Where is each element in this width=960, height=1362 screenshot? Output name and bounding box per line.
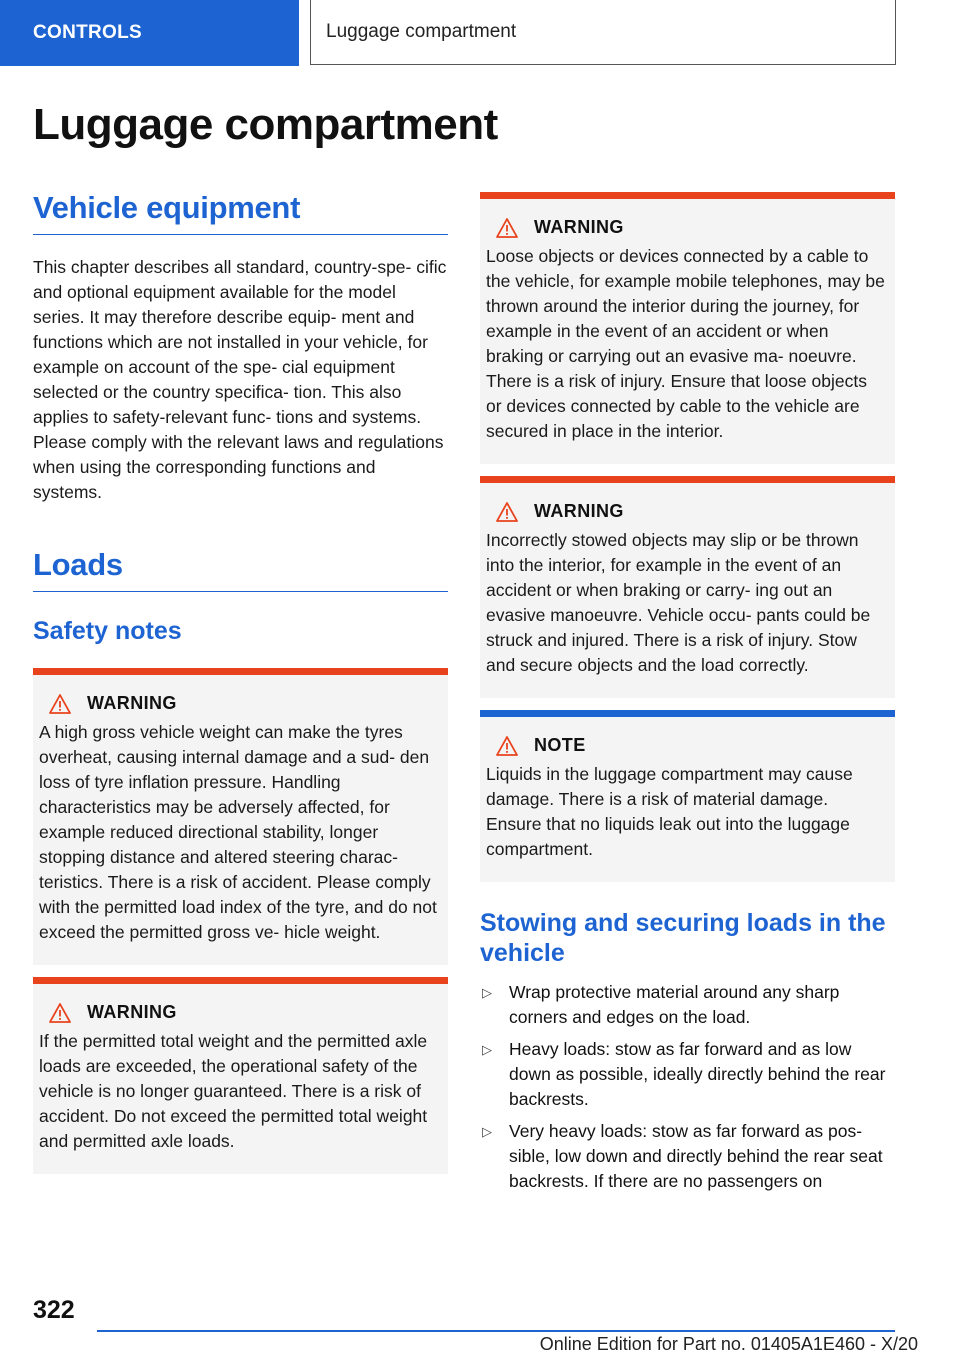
vehicle-equipment-heading: Vehicle equipment [33,190,448,235]
note-triangle-icon [496,736,518,756]
right-column [480,192,895,1201]
note-header [496,735,887,756]
list-item-text: Heavy loads: stow as far forward and as low down as possible, ideally directly behind the rear backrests. [509,1039,886,1109]
left-column [33,190,448,1174]
warning-header [496,217,887,238]
warning-triangle-icon [496,502,518,522]
footer-edition: Online Edition for Part no. 01405A1E460 - X/20 [539,1334,918,1354]
warning-text: A high gross vehicle weight can make the tyres overheat, causing internal damage and a sud- den loss of tyre inflation pressure. Handling characteristics may be adversely affected, for example reduced directional stability, longer stopping distance and altered steering charac- teristics. There is a risk of accident. Please comply with the permitted load index of the tyre, and do not exceed the permitted gross ve- hicle weight. [39,722,437,942]
warning-label: WARNING [534,501,624,521]
warning-header [49,693,440,714]
warning-triangle-icon [49,1003,71,1023]
note-text: Liquids in the luggage compartment may cause damage. There is a risk of material damage. Ensure that no liquids leak out into the luggage compartment. [486,764,853,859]
triangle-bullet-icon: ▷ [482,1042,492,1057]
page-number: 322 [33,1296,75,1324]
list-item [480,980,895,1030]
warning-text: If the permitted total weight and the permitted axle loads are exceeded, the operational safety of the vehicle is no longer guaranteed. There is a risk of accident. Do not exceed the permitted total weight and permitted axle loads. [39,1031,428,1151]
warning-label: WARNING [87,693,177,713]
warning-header [496,501,887,522]
note-label: NOTE [534,735,586,755]
warning-text: Loose objects or devices connected by a cable to the vehicle, for example mobile telephones, may be thrown around the interior during the journey, for example in the event of an accident or when braking or carrying out an evasive ma- noeuvre. There is a risk of injury. Ensure that loose objects or devices connected by cable to the vehicle are secured in place in the interior. [486,246,885,441]
header-topic-label: Luggage compartment [326,21,517,42]
list-item [480,1037,895,1112]
header-section-tab [0,0,299,66]
vehicle-equipment-text: This chapter describes all standard, country-spe- cific and optional equipment available for the model series. It may therefore describe equip- ment and functions which are not installed in your vehicle, for example on account of the spe- cial equipment selected or the country specifica- tion. This also applies to safety-relevant func- tions and systems. Please comply with the relevant laws and regulations when using the corresponding functions and systems. [33,257,447,502]
warning-box-4 [480,476,895,698]
triangle-bullet-icon: ▷ [482,985,492,1000]
warning-text: Incorrectly stowed objects may slip or be thrown into the interior, for example in the event of an accident or when braking or carry- ing out an evasive manoeuvre. Vehicle occu- pants could be struck and injured. There is a risk of injury. Stow and secure objects and the load correctly. [486,530,871,675]
loads-heading: Loads [33,547,448,592]
note-box [480,710,895,882]
safety-notes-heading: Safety notes [33,617,182,645]
warning-label: WARNING [87,1002,177,1022]
page-title: Luggage compartment [33,100,498,149]
warning-box-3 [480,192,895,464]
warning-triangle-icon [49,694,71,714]
stowing-heading: Stowing and securing loads in the vehicle [480,909,886,967]
list-item [480,1119,895,1194]
list-item-text: Wrap protective material around any sharp corners and edges on the load. [509,982,840,1027]
triangle-bullet-icon: ▷ [482,1124,492,1139]
list-item-text: Very heavy loads: stow as far forward as pos- sible, low down and directly behind the rear seat backrests. If there are no passengers on [509,1121,883,1191]
header-topic [311,0,896,65]
warning-label: WARNING [534,217,624,237]
stowing-list [480,980,895,1194]
footer-rule [97,1330,895,1332]
warning-header [49,1002,440,1023]
warning-box-1 [33,668,448,965]
warning-triangle-icon [496,218,518,238]
warning-box-2 [33,977,448,1174]
header-section-label: CONTROLS [33,22,143,43]
